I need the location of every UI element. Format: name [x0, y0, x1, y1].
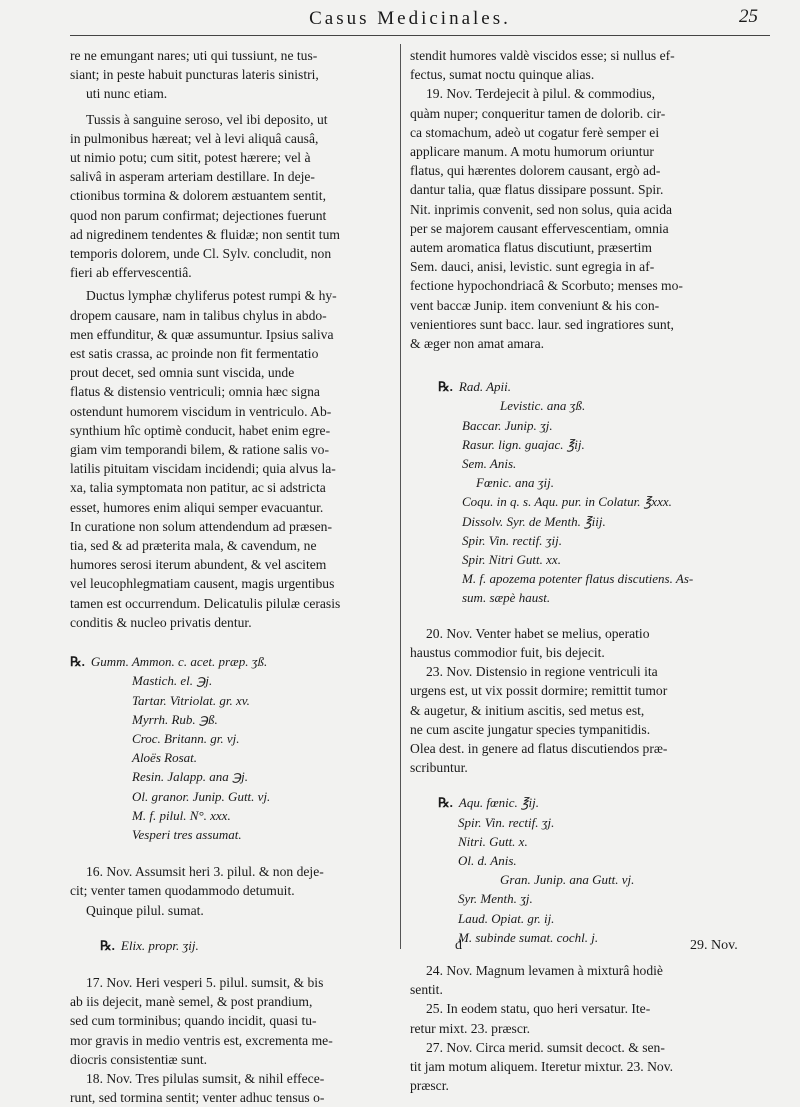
- entry-16-nov: 16. Nov. Assumsit heri 3. pilul. & non deje- cit; venter tamen quodammodo detumuit. Quinque pilul. sumat.: [70, 864, 324, 918]
- recipe-symbol: ℞.: [100, 937, 115, 953]
- running-title: Casus Medicinales.: [309, 8, 511, 29]
- page-number: 25: [739, 6, 758, 27]
- entry-20-nov: 20. Nov. Venter habet se melius, operatio haustus commodior fuit, bis dejecit.: [410, 625, 650, 660]
- prescription-pills: ℞. Gumm. Ammon. c. acet. præp. ʒß. Mastich. el. ℈j. Tartar. Vitriolat. gr. xv. Myrrh. Rub. ℈ß. Croc. Britann. gr. vj. Aloës Rosat. Resin. Jalapp. ana ℈j. Ol. granor. Junip. Gutt. vj. M. f. pilul. N°. xxx. Vesperi tres assumat.: [70, 654, 271, 842]
- continued-paragraph-right: stendit humores valdè viscidos esse; si nullus ef- fectus, sumat noctu quinque alias.: [410, 48, 675, 83]
- entry-27-nov: 27. Nov. Circa merid. sumsit decoct. & sen- tit jam motum aliquem. Iteretur mixtur. 23. Nov. præscr.: [410, 1039, 674, 1094]
- entry-17-nov: 17. Nov. Heri vesperi 5. pilul. sumsit, & bis ab iis dejecit, manè semel, & post prandium, sed cum torminibus; quando incidit, quasi tu- mor gravis in medio ventris est, excrementa me- diocris consistentiæ sunt.: [70, 974, 333, 1067]
- paragraph-ductus: Ductus lymphæ chyliferus potest rumpi & hy- dropem causare, nam in talibus chylus in abdo- men effunditur, & quæ assumuntur. Ipsius saliva est satis crassa, ac proinde non fit fermentatio prout decet, sed omnia sunt viscida, unde flatus & distensio ventriculi; omnia hæc signa ostendunt humorem viscidum in ventriculo. Ab- synthium hîc optimè conducit, habet enim egre- giam vim temporandi bilem, & ratione salis vo- latilis pituitam viscidam incidendi; quia alvus la- xa, talia symptomata non patitur, ac si adstricta esset, humores enim aliqui semper evacuantur. In curatione non solum attendendum ad præsen- tia, sed & ad præterita mala, & cavendum, ne humores serosi iterum abundent, & vel ascitem vel leucophlegmatiam causent, magis urgentibus tamen est occurrendum. Delicatulis pilulæ cerasis conditis & nucleo privatis dentur.: [70, 288, 341, 630]
- entry-23-nov: 23. Nov. Distensio in regione ventriculi ita urgens est, ut vix possit dormire; remittit tumor & augetur, & initium ascitis, sed metus est, ne cum ascite jungatur species tympanitidis. Olea dest. in genere ad flatus discutiendos præ- scribuntur.: [410, 664, 668, 776]
- entry-18-nov: 18. Nov. Tres pilulas sumsit, & nihil effece- runt, sed tormina sentit; venter adhuc tensus o-: [70, 1070, 325, 1106]
- recipe-symbol: ℞.: [438, 379, 453, 395]
- left-column: [70, 46, 392, 1107]
- entry-25-nov: 25. In eodem statu, quo heri versatur. Ite- retur mixt. 23. præscr.: [410, 1001, 651, 1036]
- column-divider: [400, 44, 401, 949]
- prescription-mixture: ℞. Aqu. fœnic. ℥ij. Spir. Vin. rectif. ʒj. Nitri. Gutt. x. Ol. d. Anis. Gran. Junip. ana Gutt. vj. Syr. Menth. ʒj. Laud. Opiat. gr. ij. M. subinde sumat. cochl. j.: [438, 795, 635, 945]
- entry-24-nov: 24. Nov. Magnum levamen à mixturâ hodiè sentit.: [410, 962, 663, 998]
- recipe-symbol: ℞.: [70, 654, 85, 670]
- prescription-apozema: ℞. Rad. Apii. Levistic. ana ʒß. Baccar. Junip. ʒj. Rasur. lign. guajac. ℥ij. Sem. Anis. Fœnic. ana ʒij. Coqu. in q. s. Aqu. pur. in Colatur. ℥xxx. Dissolv. Syr. de Menth. ℥iij. Spir. Vin. rectif. ʒij. Spir. Nitri Gutt. xx. M. f. apozema potenter flatus discutiens. As- sum. sæpè haust.: [438, 379, 694, 606]
- prescription-elixir: ℞. Elix. propr. ʒij.: [100, 937, 199, 953]
- catchword: 29. Nov.: [690, 938, 738, 953]
- continued-paragraph: re ne emungant nares; uti qui tussiunt, ne tus- siant; in peste habuit puncturas lateris sinistri, uti nunc etiam.: [70, 48, 319, 102]
- recipe-symbol: ℞.: [438, 795, 453, 811]
- header-rule: [70, 35, 770, 36]
- paragraph-tussis: Tussis à sanguine seroso, vel ibi deposito, ut in pulmonibus hæreat; vel à levi aliquâ causâ, ut nimio potu; cum sitit, potest hærere; vel à salivâ in asperam arteriam destillare. In deje- ctionibus tormina & dolorem æstuantem sentit, quod non parum confirmat; dejectiones fuerunt ad nigredinem tendentes & fluidæ; non sentit tum temporis dolorem, unde Cl. Sylv. concludit, non fieri ab effervescentiâ.: [70, 111, 340, 281]
- entry-19-nov: 19. Nov. Terdejecit à pilul. & commodius, quàm nuper; conqueritur tamen de dolorib. cir- ca stomachum, adeò ut cogatur ferè semper ei applicare manum. A motu humorum oriuntur flatus, qui hærentes dolorem causant, ergò ad- dantur talia, quæ flatus dissipare possunt. Spir. Nit. inprimis convenit, sed non solus, quia acida per se majorem causant effervescentiam, omnia autem aromatica flatus discutiunt, præsertim Sem. dauci, anisi, levistic. sunt egregia in af- fectione hypochondriacâ & Scorbuto; menses mo- vent baccæ Junip. item conveniunt & his con- venientiores sunt bacc. laur. sed ingratiores sunt, & æger non amat amara.: [410, 86, 683, 352]
- signature-mark: d: [455, 938, 462, 953]
- running-header: [40, 2, 780, 38]
